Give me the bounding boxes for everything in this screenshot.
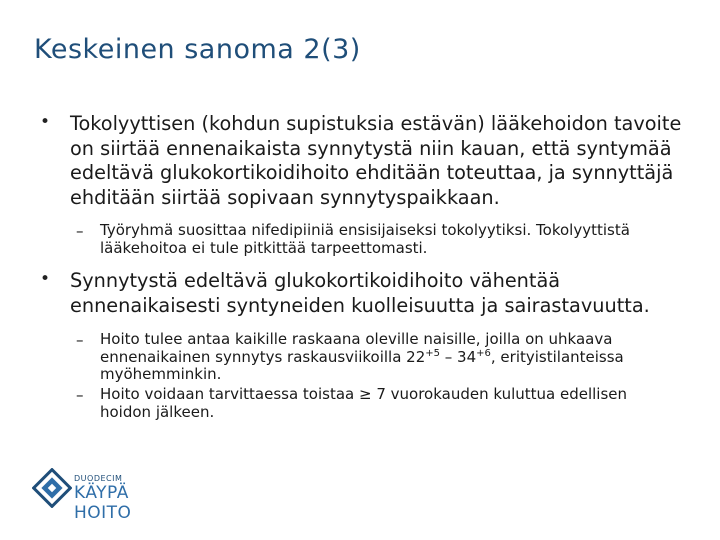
logo-subtitle: DUODECIM: [74, 474, 123, 483]
bullet-text: Synnytystä edeltävä glukokortikoidihoito vähentää ennenaikaisesti syntyneiden kuolleisuutta ja sairastavuutta.: [70, 269, 650, 318]
page-title: Keskeinen sanoma 2(3): [34, 34, 361, 65]
bullet-marker: •: [40, 112, 51, 132]
sub-bullet-item: [0, 222, 720, 258]
diamond-logo-icon: [32, 468, 72, 508]
bullet-marker: •: [40, 269, 51, 290]
sub-text-after: , erityistilanteissa myöhemminkin.: [100, 347, 624, 384]
sub-bullet-text: Työryhmä suosittaa nifedipiiniä ensisijaiseksi tokolyytiksi. Tokolyyttistä lääkehoitoa ei tule pitkittää tarpeettomasti.: [100, 220, 630, 257]
bullet-item: [0, 112, 720, 211]
sub-bullet-text: Hoito voidaan tarvittaessa toistaa ≥ 7 vuorokauden kuluttua edellisen hoidon jälkeen.: [100, 385, 628, 421]
sub-bullet-text: [100, 331, 680, 384]
sub-bullet-item: [0, 386, 720, 422]
sub-bullet-item: [0, 331, 720, 384]
kaypa-hoito-logo: [32, 466, 172, 523]
superscript-end-days: +6: [476, 347, 491, 359]
logo-title: KÄYPÄ HOITO: [74, 483, 132, 523]
sub-text-middle: – 34: [440, 347, 477, 366]
sub-text-before: Hoito tulee antaa kaikille raskaana oleville naisille, joilla on uhkaava ennenaikainen synnytys raskausviikoilla 22: [100, 329, 613, 366]
bullet-text: Tokolyyttisen (kohdun supistuksia estävän) lääkehoidon tavoite on siirtää ennenaikaista synnytystä niin kauan, että syntymää edeltävä glukokortikoidihoito ehditään toteuttaa, ja synnyttäjä ehditään siirtää sopivaan synnytyspaikkaan.: [70, 112, 682, 210]
dash-marker: –: [76, 330, 84, 349]
superscript-start-days: +5: [425, 347, 441, 359]
slide-content: [0, 112, 720, 422]
dash-marker: –: [76, 386, 84, 405]
bullet-item: [0, 269, 720, 318]
dash-marker: –: [76, 221, 84, 240]
